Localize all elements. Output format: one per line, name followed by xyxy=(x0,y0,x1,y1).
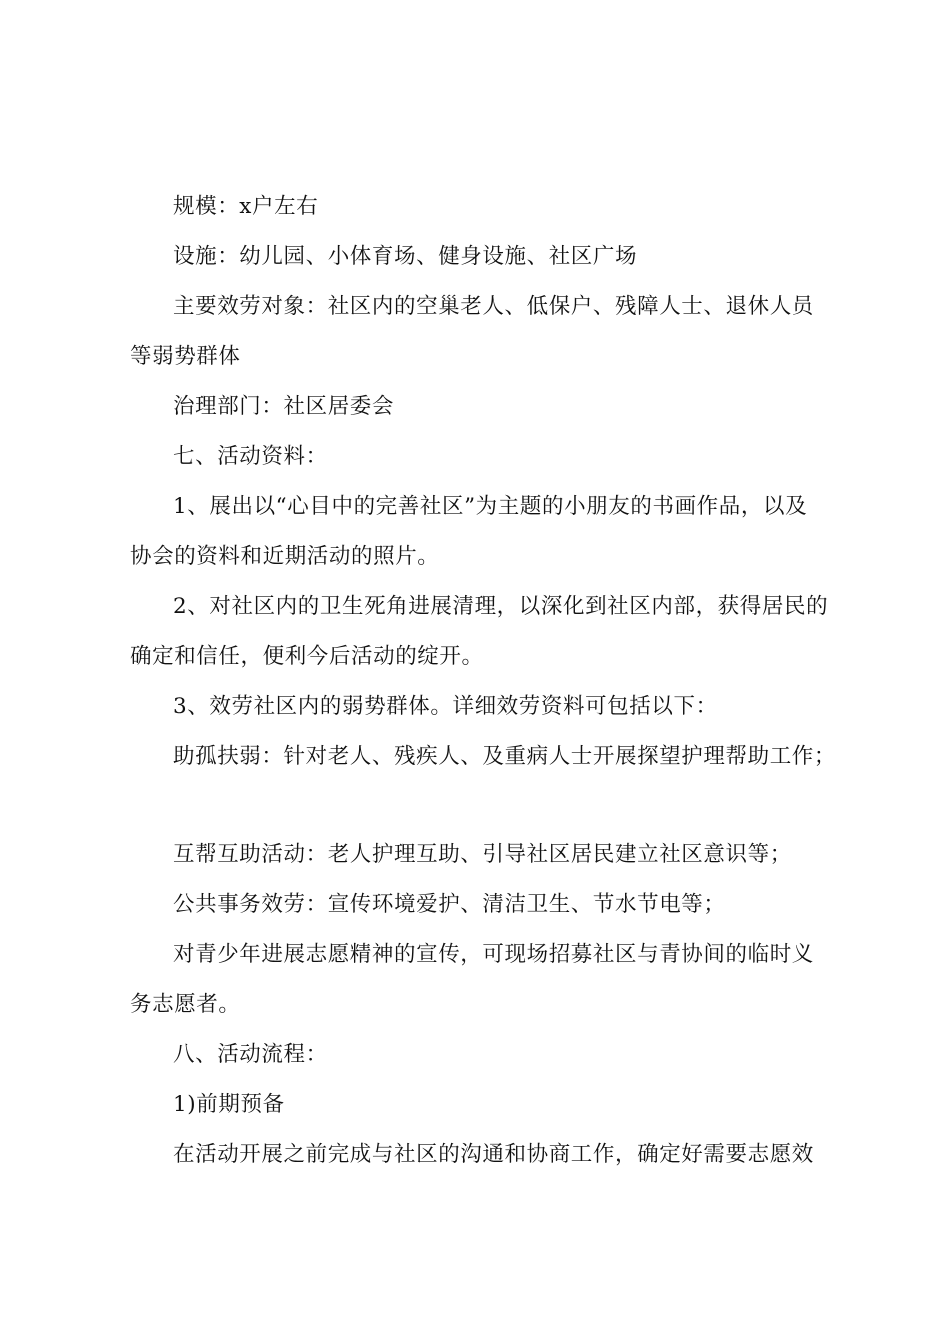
list-item-3: 3、效劳社区内的弱势群体。详细效劳资料可包括以下： xyxy=(173,694,718,719)
paragraph-help-weak: 助孤扶弱：针对老人、残疾人、及重病人士开展探望护理帮助工作； xyxy=(173,744,837,769)
paragraph-facilities: 设施：幼儿园、小体育场、健身设施、社区广场 xyxy=(173,244,638,269)
paragraph-management: 治理部门：社区居委会 xyxy=(173,394,395,419)
paragraph-scale: 规模：x户左右 xyxy=(173,194,319,219)
paragraph-youth: 对青少年进展志愿精神的宣传，可现场招募社区与青协间的临时义 xyxy=(173,942,814,967)
paragraph-youth-cont: 务志愿者。 xyxy=(130,992,241,1017)
list-item-2: 2、对社区内的卫生死角进展清理，以深化到社区内部，获得居民的 xyxy=(173,594,829,619)
paragraph-service-targets-cont: 等弱势群体 xyxy=(130,344,241,369)
paragraph-mutual-help: 互帮互助活动：老人护理互助、引导社区居民建立社区意识等； xyxy=(173,842,792,867)
paragraph-preparation: 在活动开展之前完成与社区的沟通和协商工作，确定好需要志愿效 xyxy=(173,1142,814,1167)
list-item-2-cont: 确定和信任，便利今后活动的绽开。 xyxy=(130,644,484,669)
section-heading-materials: 七、活动资料： xyxy=(173,444,328,469)
subheading-preparation: 1)前期预备 xyxy=(173,1092,285,1117)
section-heading-process: 八、活动流程： xyxy=(173,1042,328,1067)
list-item-1: 1、展出以“心目中的完善社区”为主题的小朋友的书画作品，以及 xyxy=(173,494,808,519)
list-item-1-cont: 协会的资料和近期活动的照片。 xyxy=(130,544,440,569)
paragraph-service-targets: 主要效劳对象：社区内的空巢老人、低保户、残障人士、退休人员 xyxy=(173,294,814,319)
paragraph-public-affairs: 公共事务效劳：宣传环境爱护、清洁卫生、节水节电等； xyxy=(173,892,726,917)
